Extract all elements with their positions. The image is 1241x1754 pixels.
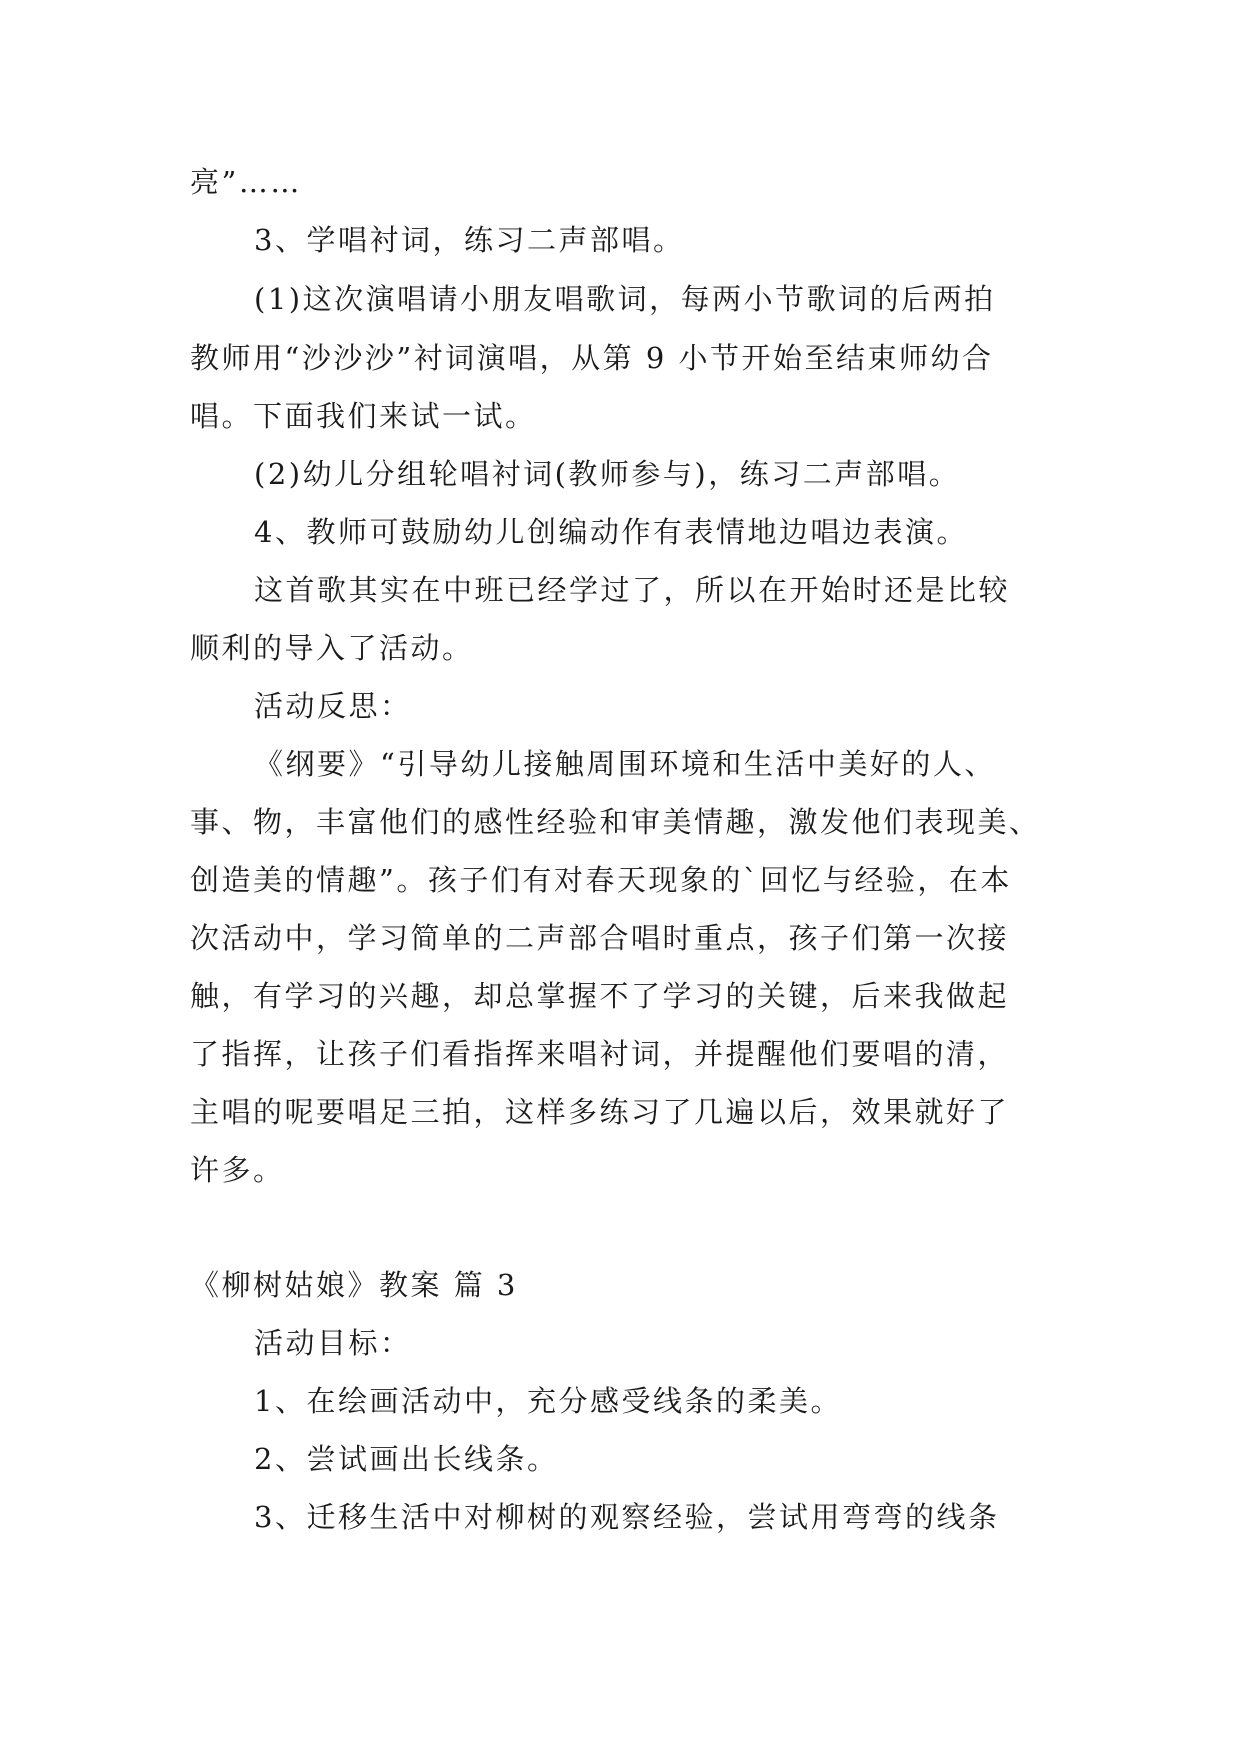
text-line: 2、尝试画出长线条。 [254, 1442, 559, 1476]
text-line: 4、教师可鼓励幼儿创编动作有表情地边唱边表演。 [254, 515, 968, 549]
text-line: 1、在绘画活动中，充分感受线条的柔美。 [254, 1384, 842, 1418]
section-heading: 活动目标： [254, 1326, 412, 1360]
text-line: 亮”…… [190, 165, 302, 199]
text-line: 主唱的呢要唱足三拍，这样多练习了几遍以后，效果就好了 [190, 1095, 1010, 1129]
text-line: 这首歌其实在中班已经学过了，所以在开始时还是比较 [254, 573, 1011, 607]
document-title: 《柳树姑娘》教案 篇 3 [190, 1268, 518, 1302]
text-line: 教师用“沙沙沙”衬词演唱，从第 9 小节开始至结束师幼合 [190, 341, 994, 375]
text-line: 事、物，丰富他们的感性经验和审美情趣，激发他们表现美、 [190, 805, 1041, 839]
text-line: 次活动中，学习简单的二声部合唱时重点，孩子们第一次接 [190, 921, 1010, 955]
text-line: 唱。下面我们来试一试。 [190, 399, 537, 433]
text-line: (2)幼儿分组轮唱衬词(教师参与)，练习二声部唱。 [254, 457, 961, 491]
section-heading: 活动反思： [254, 689, 412, 723]
text-line: 了指挥，让孩子们看指挥来唱衬词，并提醒他们要唱的清， [190, 1037, 1010, 1071]
text-line: 顺利的导入了活动。 [190, 631, 474, 665]
text-line: 许多。 [190, 1153, 285, 1187]
text-line: 3、迁移生活中对柳树的观察经验，尝试用弯弯的线条 [254, 1500, 1000, 1534]
text-line: 《纲要》“引导幼儿接触周围环境和生活中美好的人、 [254, 747, 996, 781]
text-line: 3、学唱衬词，练习二声部唱。 [254, 223, 685, 257]
text-line: 触，有学习的兴趣，却总掌握不了学习的关键，后来我做起 [190, 979, 1010, 1013]
text-line: 创造美的情趣”。孩子们有对春天现象的`回忆与经验，在本 [190, 863, 1012, 897]
text-line: (1)这次演唱请小朋友唱歌词，每两小节歌词的后两拍 [254, 282, 996, 316]
